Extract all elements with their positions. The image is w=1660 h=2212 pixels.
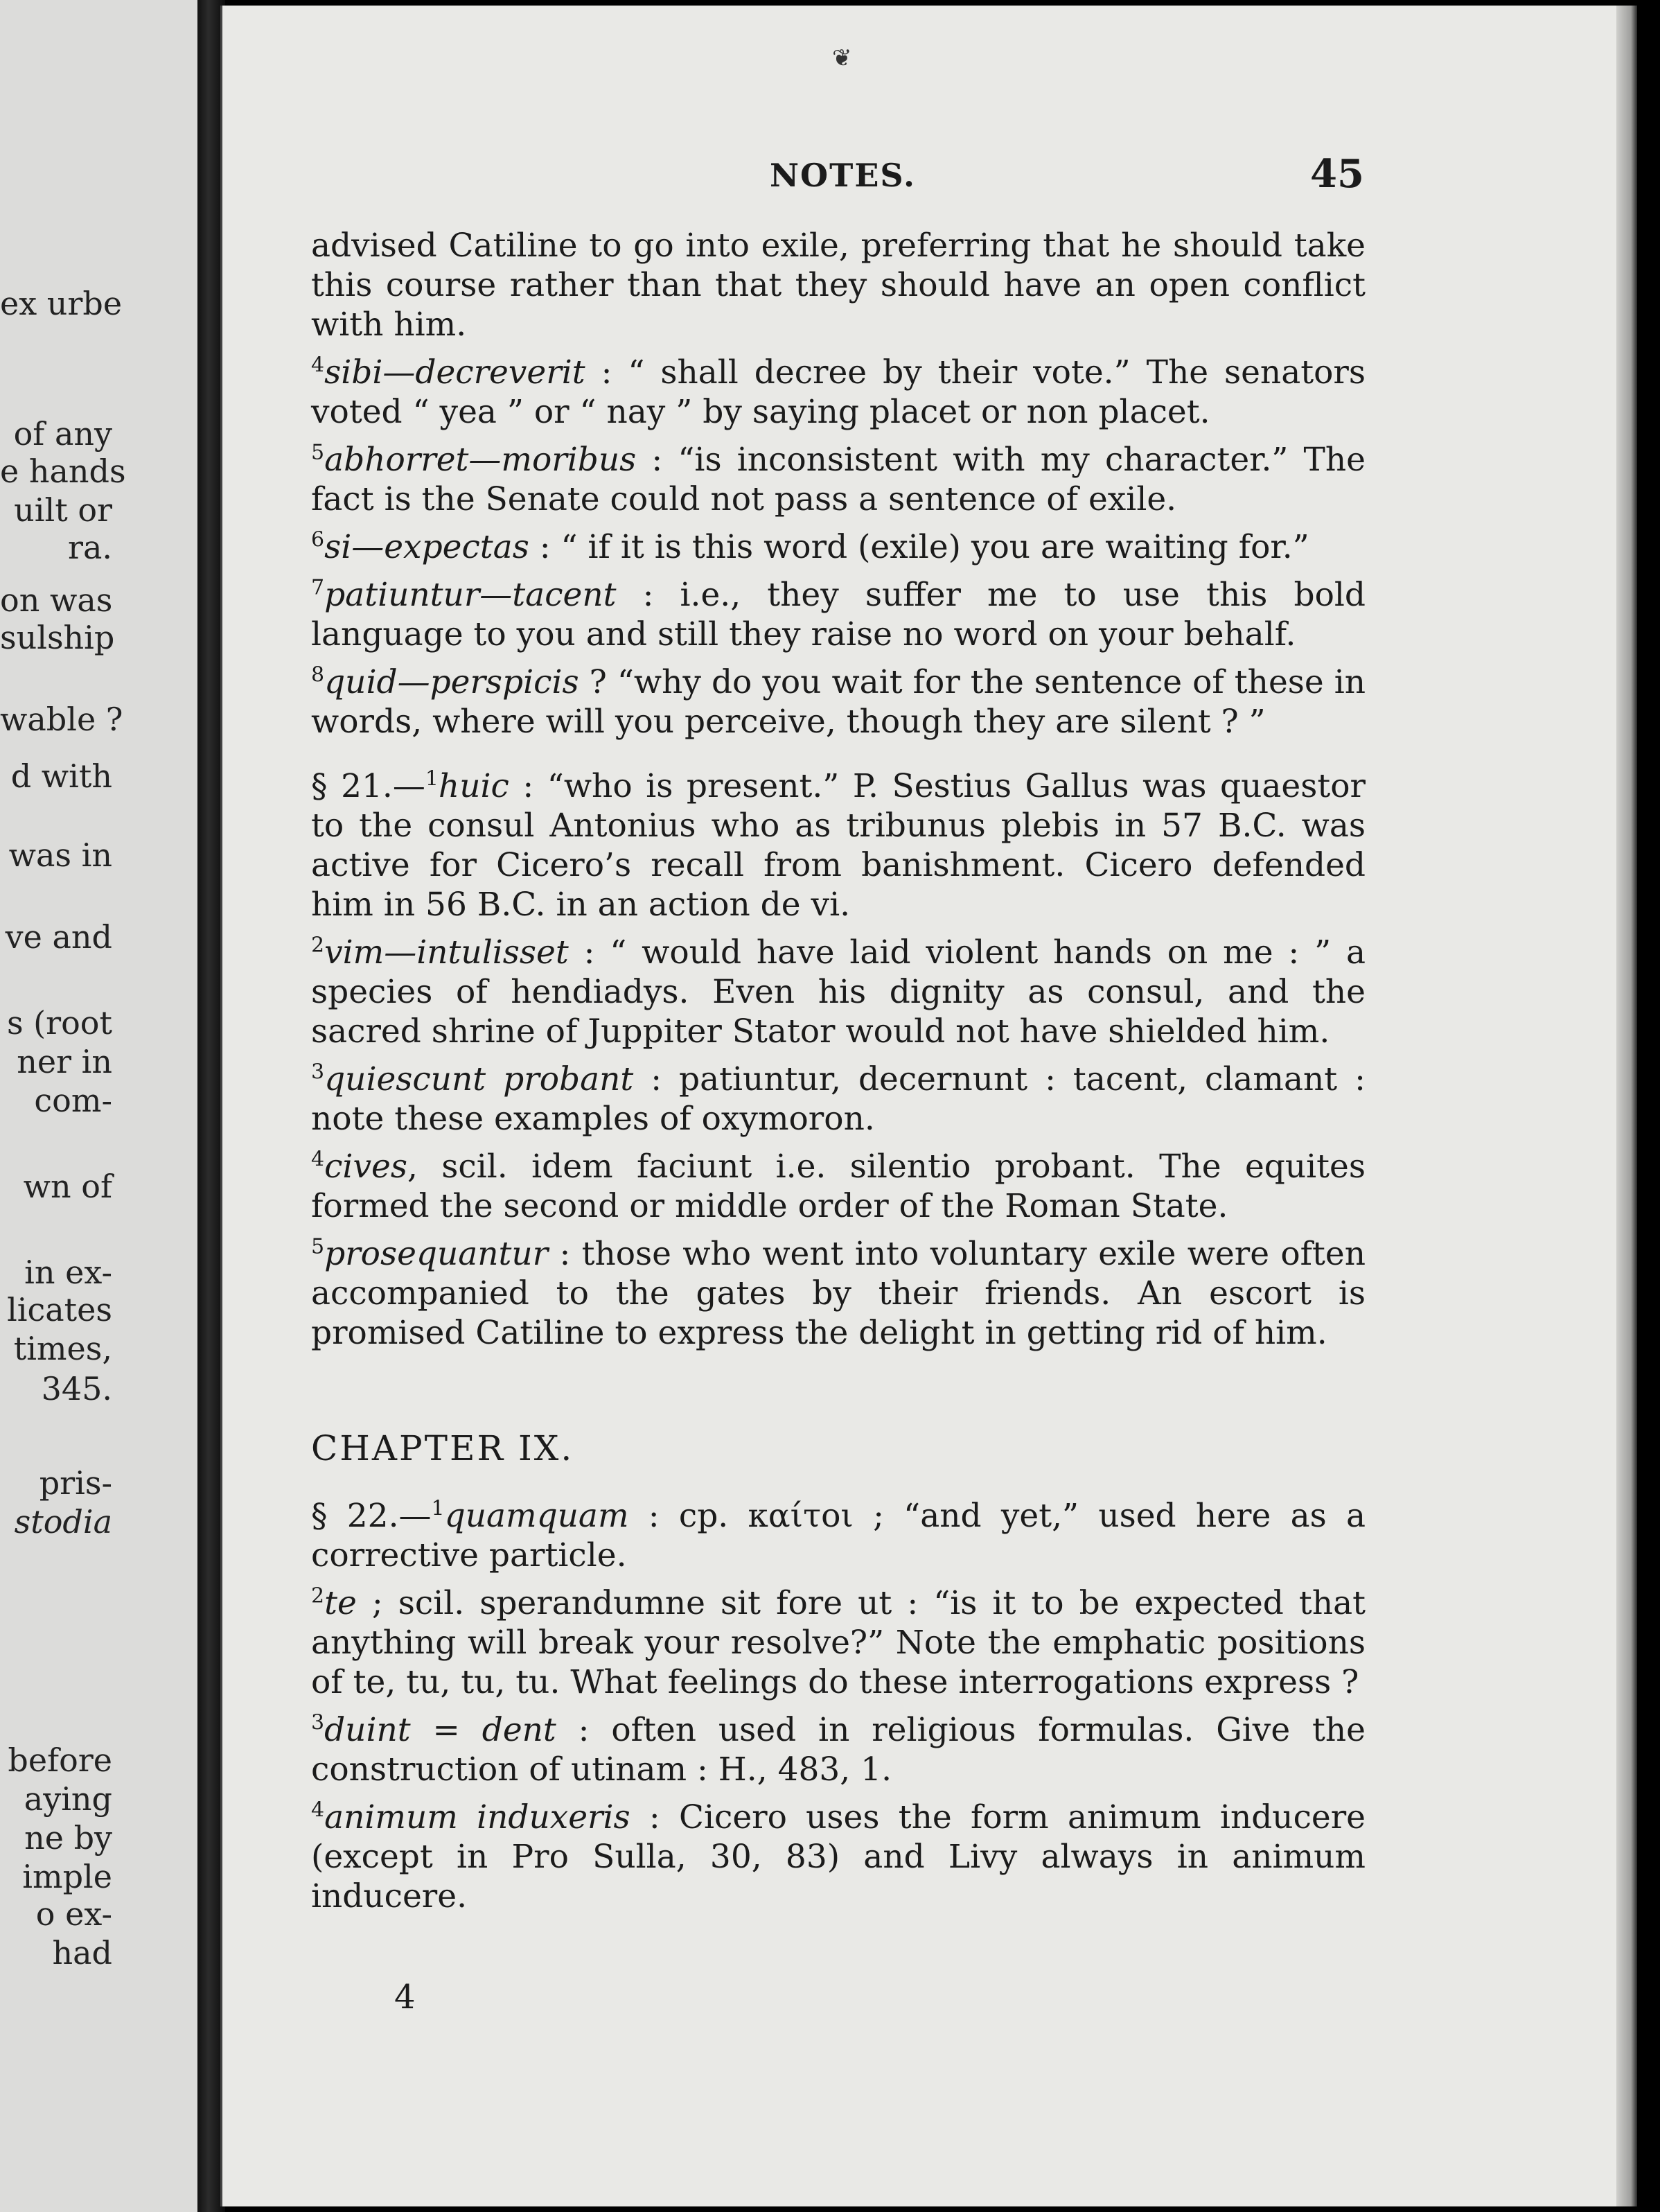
note-paragraph: $^2$vim—intulisset : “ would have laid violent hands on me : ” a species of hendiadys. Even his dignity as consul, and the sacred shrine of Juppiter Stator would not have shielded him. (311, 933, 1366, 1051)
note-lemma: duint = dent (324, 1711, 556, 1749)
left-fragment: licates (7, 1291, 112, 1328)
note-lemma: abhorret—moribus (324, 441, 637, 479)
left-fragment: wn of (23, 1168, 112, 1205)
left-fragment: d with (10, 757, 112, 795)
left-fragment: stodia (14, 1503, 112, 1540)
note-lemma: quid—perspicis (324, 663, 579, 701)
running-title: NOTES. (770, 157, 917, 194)
left-fragment: times, (13, 1330, 112, 1367)
note-paragraph: advised Catiline to go into exile, preferring that he should take this course rather than that they should have an open conflict with him. (311, 227, 1366, 344)
left-fragment: o ex- (35, 1895, 112, 1933)
left-fragment: wable ? (0, 701, 123, 738)
note-paragraph: $^4$animum induxeris : Cicero uses the form animum inducere (except in Pro Sulla, 30, 83) and Livy always in animum inducere. (311, 1798, 1366, 1915)
note-paragraph: $^3$quiescunt probant : patiuntur, decernunt : tacent, clamant : note these examples of oxymoron. (311, 1060, 1366, 1138)
left-fragment: s (root (6, 1004, 112, 1042)
note-lemma: huic (438, 767, 509, 805)
page-edge (1616, 6, 1637, 2206)
left-fragment: had (52, 1934, 112, 1972)
note-paragraph: $^7$patiuntur—tacent : i.e., they suffer me to use this bold language to you and still they raise no word on your behalf. (311, 575, 1366, 653)
signature-mark: 4 (394, 1978, 416, 2017)
left-fragment: ne by (24, 1819, 112, 1857)
note-paragraph: $^2$te ; scil. sperandumne sit fore ut : “is it to be expected that anything will break your resolve?” Note the emphatic positions of te, tu, tu, tu. What feelings do these interrogations express ? (311, 1583, 1366, 1701)
note-lemma: patiuntur—tacent (324, 576, 617, 614)
note-paragraph: $^4$sibi—decreverit : “ shall decree by their vote.” The senators voted “ yea ” or “ nay ” by saying placet or non placet. (311, 353, 1366, 431)
left-fragment: was in (8, 836, 112, 874)
left-fragment: ve and (5, 918, 112, 956)
note-lemma: si—expectas (324, 528, 529, 566)
section-paragraph: § 22.—$^1$quamquam : cp. καίτοι ; “and yet,” used here as a corrective particle. (311, 1496, 1366, 1574)
note-lemma: sibi—decreverit (324, 353, 585, 392)
note-paragraph: $^5$prosequantur : those who went into voluntary exile were often accompanied to the gates by their friends. An escort is promised Catiline to express the delight in getting rid of him. (311, 1234, 1366, 1352)
left-fragment: ex urbe (0, 285, 123, 322)
note-lemma: prosequantur (324, 1235, 549, 1273)
note-paragraph: $^3$duint = dent : often used in religious formulas. Give the construction of utinam : H., 483, 1. (311, 1710, 1366, 1789)
left-fragment: aying (24, 1780, 112, 1818)
left-fragment: before (8, 1741, 112, 1779)
left-fragment: ner in (17, 1043, 112, 1080)
left-fragment: uilt or (14, 491, 112, 529)
notes-page (220, 6, 1616, 2206)
note-lemma: quiescunt probant (324, 1060, 634, 1098)
notes-body (311, 226, 1366, 1924)
section-mark: § 21.— (311, 767, 425, 805)
note-paragraph: $^6$si—expectas : “ if it is this word (exile) you are waiting for.” (311, 527, 1309, 566)
note-lemma: cives (324, 1148, 407, 1186)
left-fragment: ra. (67, 529, 112, 566)
chapter-heading: CHAPTER IX. (311, 1428, 574, 1468)
facing-page (0, 0, 201, 2212)
left-fragment: 345. (41, 1370, 112, 1407)
left-fragment: e hands (0, 453, 126, 490)
left-fragment: sulship (0, 619, 115, 656)
page-number: 45 (1310, 151, 1364, 197)
note-lemma: te (324, 1584, 357, 1622)
note-lemma: animum induxeris (324, 1798, 630, 1836)
left-fragment: of any (13, 415, 112, 453)
left-fragment: on was (0, 581, 113, 619)
section-paragraph: § 21.—$^1$huic : “who is present.” P. Sestius Gallus was quaestor to the consul Antonius who as tribunus plebis in 57 B.C. was active for Cicero’s recall from banishment. Cicero defended him in 56 B.C. in an action de vi. (311, 766, 1366, 924)
left-fragment: imple (22, 1858, 112, 1895)
note-lemma: vim—intulisset (324, 933, 569, 972)
left-fragment: com- (34, 1082, 112, 1119)
note-paragraph: $^4$cives, scil. idem faciunt i.e. silentio probant. The equites formed the second or middle order of the Roman State. (311, 1147, 1366, 1225)
page-header (222, 151, 1616, 197)
left-fragment: pris- (39, 1464, 112, 1502)
left-fragment: in ex- (24, 1254, 112, 1291)
ornament-icon: ❦ (832, 44, 852, 72)
note-paragraph: $^5$abhorret—moribus : “is inconsistent with my character.” The fact is the Senate could not pass a sentence of exile. (311, 440, 1366, 518)
note-paragraph: $^8$quid—perspicis ? “why do you wait for the sentence of these in words, where will you perceive, though they are silent ? ” (311, 662, 1366, 741)
section-mark: § 22.— (311, 1497, 432, 1535)
note-lemma: quamquam (444, 1497, 629, 1535)
